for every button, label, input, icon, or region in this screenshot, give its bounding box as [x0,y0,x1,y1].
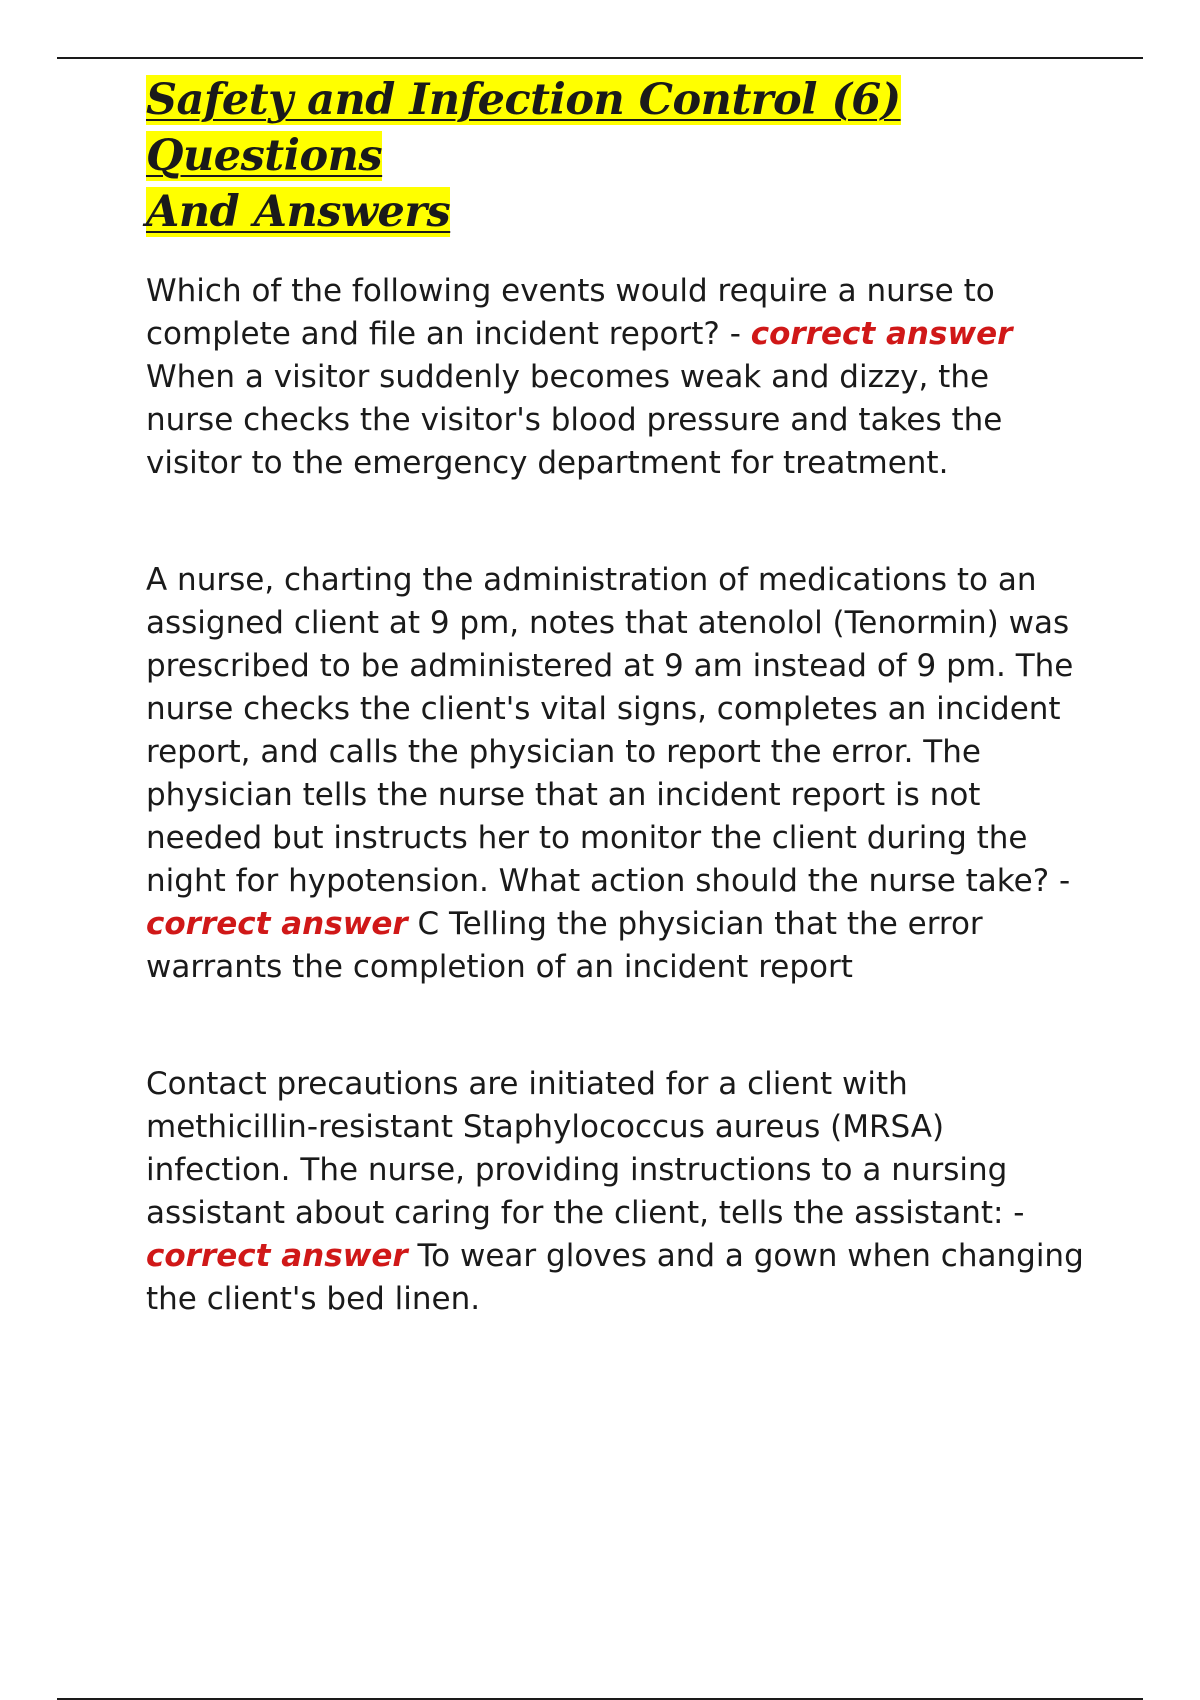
question-text: Which of the following events would require a nurse to complete and file an incident report? - [146,273,995,352]
qa-item-3 [146,1063,1086,1321]
question-text: Contact precautions are initiated for a client with methicillin-resistant Staphylococcus aureus (MRSA) infection. The nurse, providing instructions to a nursing assistant about caring for the client, tells the assistant: - [146,1066,1025,1231]
top-rule [57,57,1143,59]
answer-text: When a visitor suddenly becomes weak and dizzy, the nurse checks the visitor's blood pressure and takes the visitor to the emergency department for treatment. [146,359,1003,481]
question-text: A nurse, charting the administration of medications to an assigned client at 9 pm, notes that atenolol (Tenormin) was prescribed to be administered at 9 am instead of 9 pm. The nurse checks the client's vital signs, completes an incident report, and calls the physician to report the error. The physician tells the nurse that an incident report is not needed but instructs her to monitor the client during the night for hypotension. What action should the nurse take? - [146,562,1074,899]
title-line-2: And Answers [146,187,451,237]
qa-item-2 [146,559,1086,989]
title-line-1: Safety and Infection Control (6) Questions [146,75,901,181]
correct-answer-label: correct answer [750,316,1013,352]
correct-answer-label: correct answer [146,1238,408,1274]
document-body [146,72,1086,1321]
answer-text: C Telling the physician that the error warrants the completion of an incident report [146,906,983,985]
answer-text: To wear gloves and a gown when changing the client's bed linen. [146,1238,1084,1317]
qa-item-1 [146,270,1086,485]
correct-answer-label: correct answer [146,906,408,942]
document-title [146,72,1086,240]
